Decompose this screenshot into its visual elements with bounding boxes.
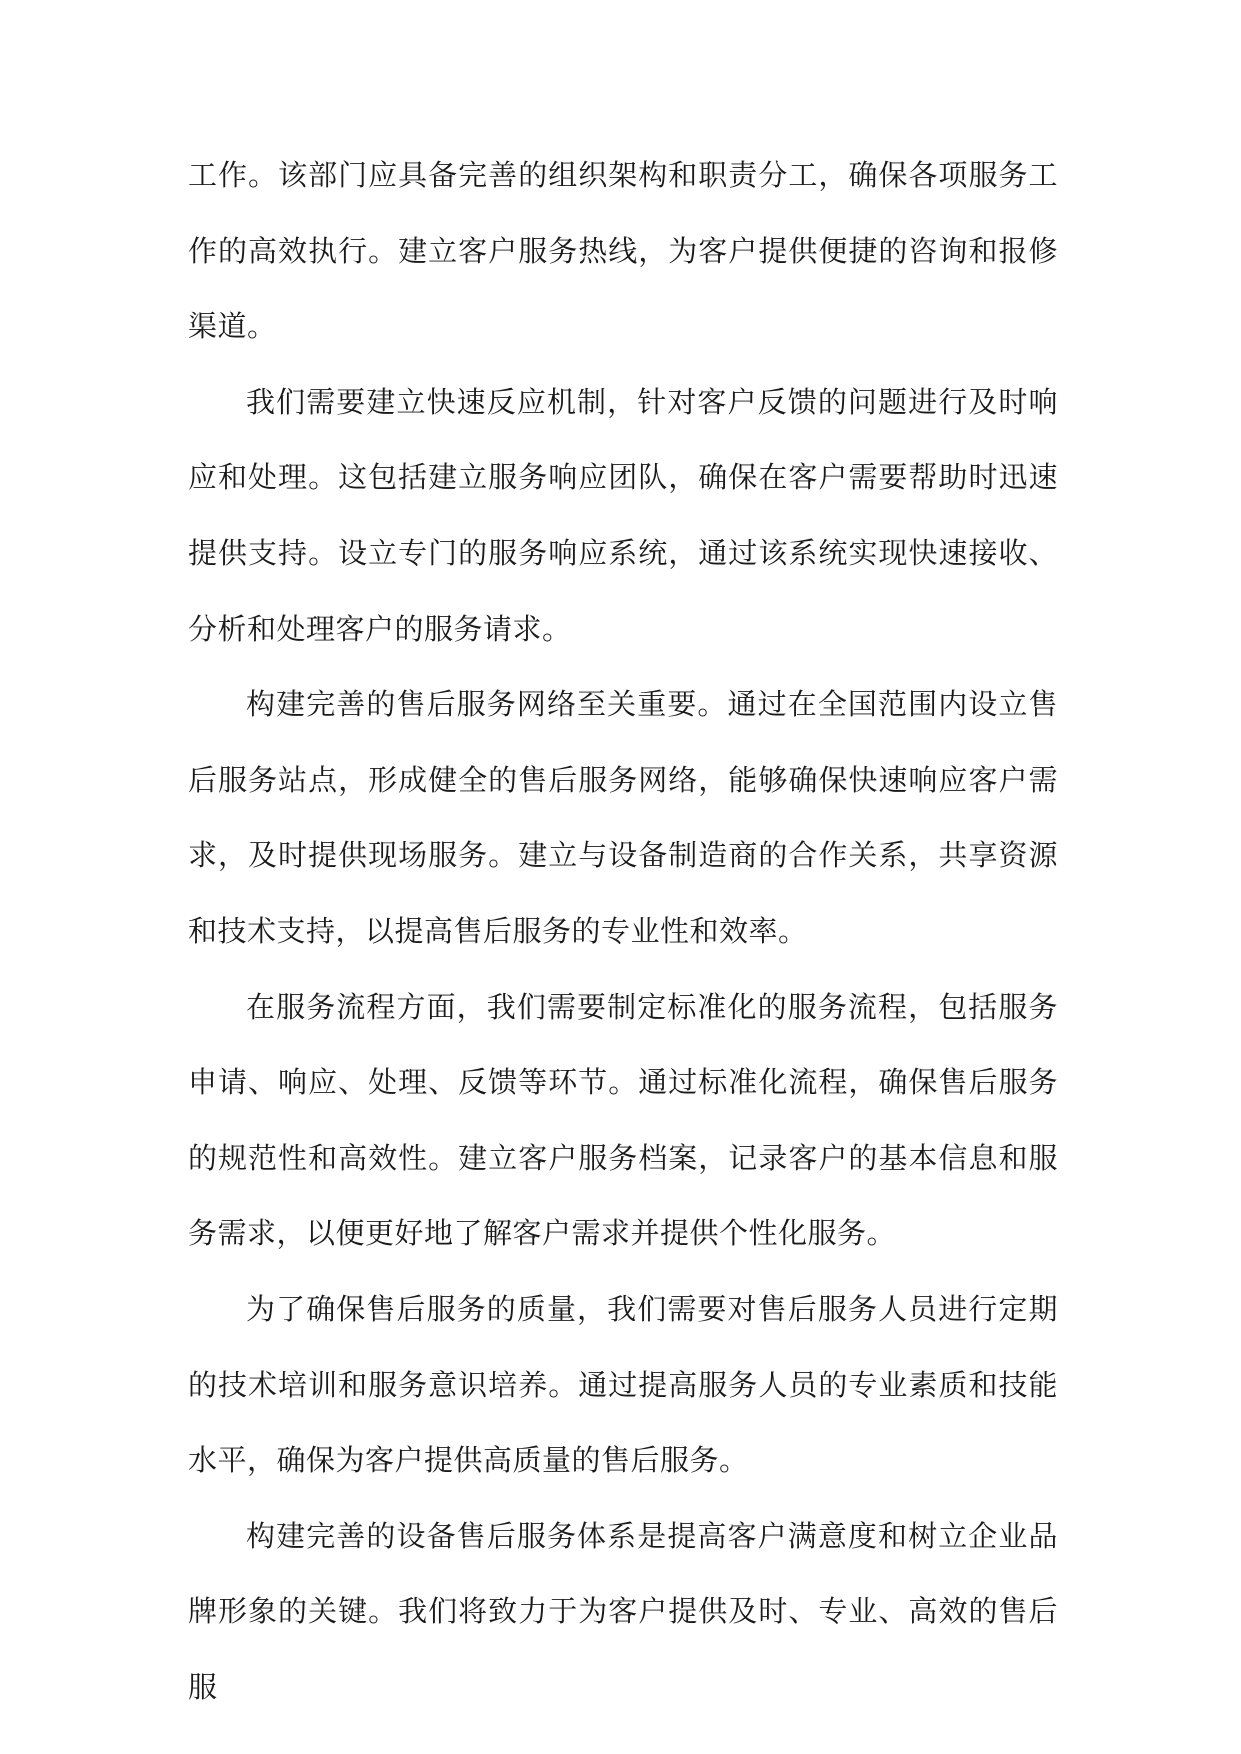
paragraph-4: 在服务流程方面，我们需要制定标准化的服务流程，包括服务申请、响应、处理、反馈等环节。通过标准化流程，确保售后服务的规范性和高效性。建立客户服务档案，记录客户的基本信息和服务需求，以便更好地了解客户需求并提供个性化服务。 bbox=[188, 989, 1058, 1251]
paragraph-6: 构建完善的设备售后服务体系是提高客户满意度和树立企业品牌形象的关键。我们将致力于为客户提供及时、专业、高效的售后服 bbox=[188, 1518, 1058, 1704]
body-text bbox=[188, 138, 1058, 1725]
paragraph-1: 工作。该部门应具备完善的组织架构和职责分工，确保各项服务工作的高效执行。建立客户服务热线，为客户提供便捷的咨询和报修渠道。 bbox=[188, 158, 1058, 344]
paragraph-3: 构建完善的售后服务网络至关重要。通过在全国范围内设立售后服务站点，形成健全的售后服务网络，能够确保快速响应客户需求，及时提供现场服务。建立与设备制造商的合作关系，共享资源和技术支持，以提高售后服务的专业性和效率。 bbox=[188, 687, 1058, 948]
paragraph-5: 为了确保售后服务的质量，我们需要对售后服务人员进行定期的技术培训和服务意识培养。通过提高服务人员的专业素质和技能水平，确保为客户提供高质量的售后服务。 bbox=[188, 1291, 1058, 1478]
paragraph-2: 我们需要建立快速反应机制，针对客户反馈的问题进行及时响应和处理。这包括建立服务响应团队，确保在客户需要帮助时迅速提供支持。设立专门的服务响应系统，通过该系统实现快速接收、分析和处理客户的服务请求。 bbox=[188, 384, 1058, 646]
